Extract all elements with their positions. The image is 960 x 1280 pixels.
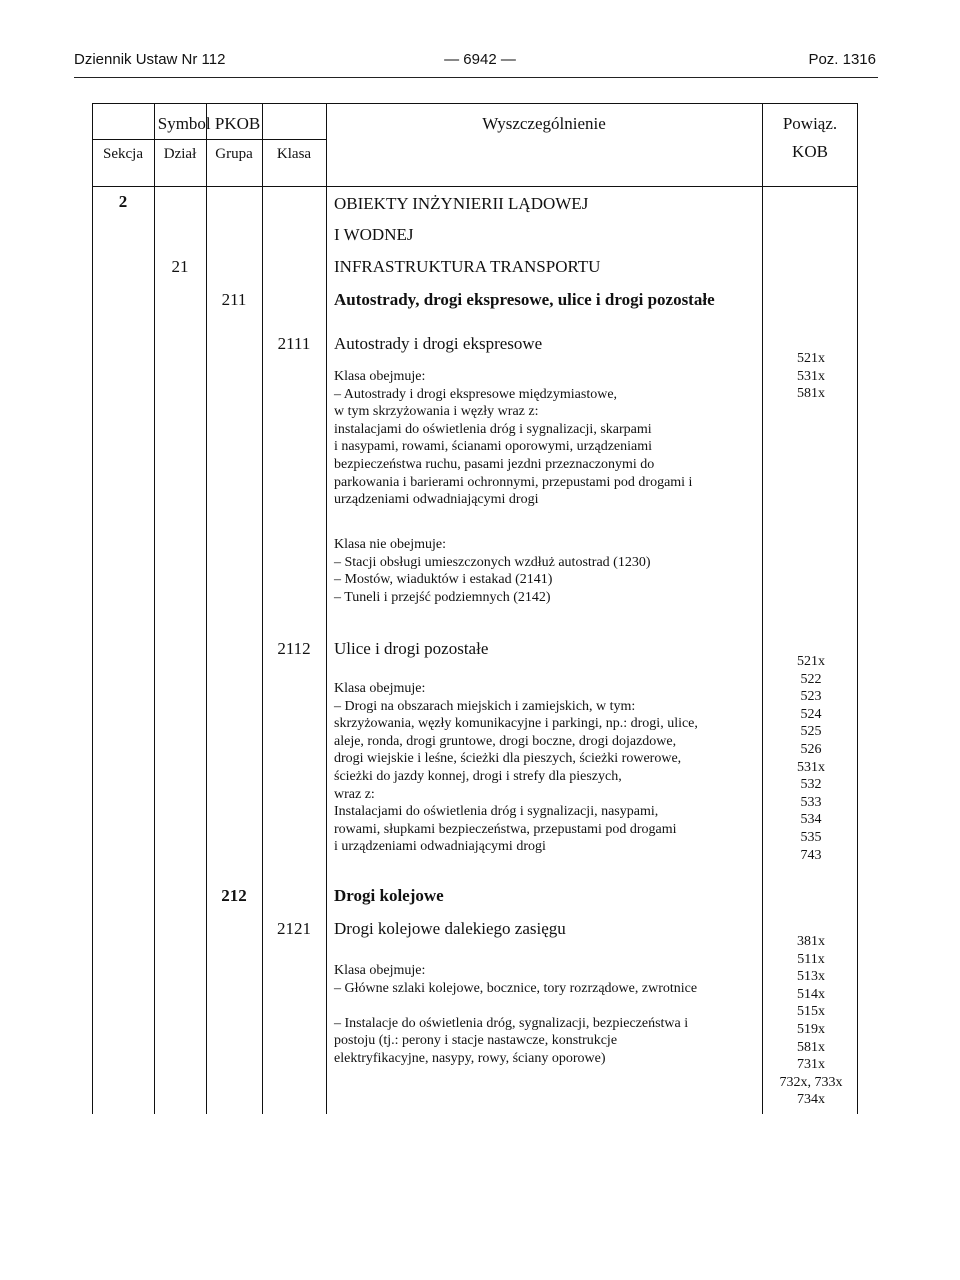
kob-code: 521x	[797, 351, 825, 366]
class-2111-code: 2111	[277, 334, 311, 353]
text-line: rowami, słupkami bezpieczeństwa, przepustami pod drogami	[334, 821, 677, 837]
kob-code: 731x	[797, 1057, 825, 1073]
header-symbol-pkob: Symbol PKOB	[157, 114, 261, 133]
text-line: drogi wiejskie i leśne, ścieżki dla pieszych, ścieżki rowerowe,	[334, 751, 682, 767]
class-2111-includes	[334, 368, 692, 509]
kob-code: 524	[800, 706, 822, 722]
text-line: parkowania i barierami ochronnymi, przepustami pod drogami i	[334, 474, 693, 490]
dzial-code: 21	[171, 257, 189, 276]
col-rule-sekcja	[154, 103, 155, 1114]
header-kob: KOB	[792, 142, 828, 161]
text-line: wraz z:	[334, 786, 375, 802]
text-line: Klasa nie obejmuje:	[334, 537, 446, 552]
text-line: elektryfikacyjne, nasypy, rowy, ściany oporowe)	[334, 1050, 606, 1066]
text-line: postoju (tj.: perony i stacje nastawcze, konstrukcje	[334, 1033, 618, 1049]
header-rule	[74, 77, 878, 78]
col-rule-klasa	[326, 103, 327, 1114]
class-2111-excludes	[334, 536, 650, 606]
text-line: – Autostrady i drogi ekspresowe międzymiastowe,	[334, 386, 618, 402]
kob-code: 743	[800, 847, 822, 863]
header-bottom-rule	[92, 186, 858, 187]
class-2121-kob-list	[762, 935, 860, 1111]
text-line	[334, 997, 697, 1015]
text-line: urządzeniami odwadniającymi drogi	[334, 492, 539, 508]
text-line: ścieżki do jazdy konnej, drogi i strefy dla pieszych,	[334, 768, 622, 784]
kob-code: 531x	[797, 759, 825, 775]
class-2111-title: Autostrady i drogi ekspresowe	[334, 334, 543, 353]
class-2111-kob-list	[762, 352, 860, 405]
kob-code: 515x	[797, 1004, 825, 1020]
text-line: – Drogi na obszarach miejskich i zamiejskich, w tym:	[334, 698, 636, 714]
text-line: skrzyżowania, węzły komunikacyjne i parkingi, np.: drogi, ulice,	[334, 716, 698, 732]
header-position: Poz. 1316	[808, 51, 876, 68]
col-rule-dzial	[206, 103, 207, 1114]
kob-code: 522	[800, 671, 822, 687]
text-line: bezpieczeństwa ruchu, pasami jezdni przeznaczonymi do	[334, 456, 655, 472]
kob-code: 581x	[797, 386, 825, 402]
kob-code: 732x, 733x	[779, 1074, 843, 1090]
sekcja-title-line2: I WODNEJ	[334, 225, 414, 244]
header-subrule	[92, 139, 326, 140]
kob-code: 534	[800, 812, 822, 828]
text-line: – Tuneli i przejść podziemnych (2142)	[334, 589, 551, 605]
grupa-212-code: 212	[221, 886, 247, 905]
text-line: Klasa obejmuje:	[334, 369, 426, 384]
text-line: i urządzeniami odwadniającymi drogi	[334, 839, 546, 855]
dzial-title: INFRASTRUKTURA TRANSPORTU	[334, 257, 601, 276]
class-2112-code: 2112	[277, 639, 311, 658]
kob-code: 523	[800, 689, 822, 705]
header-powiaz: Powiąz.	[782, 114, 838, 133]
col-rule-grupa	[262, 103, 263, 1114]
kob-code: 514x	[797, 986, 825, 1002]
class-2112-kob-list	[762, 655, 860, 866]
text-line: – Stacji obsługi umieszczonych wzdłuż autostrad (1230)	[334, 554, 651, 570]
class-2121-code: 2121	[277, 919, 311, 938]
kob-code: 519x	[797, 1021, 825, 1037]
grupa-211-code: 211	[221, 290, 247, 309]
kob-code: 581x	[797, 1039, 825, 1055]
text-line: Klasa obejmuje:	[334, 681, 426, 696]
text-line: Instalacjami do oświetlenia dróg i sygnalizacji, nasypami,	[334, 804, 659, 820]
class-2121-title: Drogi kolejowe dalekiego zasięgu	[334, 919, 566, 938]
header-sekcja: Sekcja	[103, 146, 143, 162]
text-line: – Główne szlaki kolejowe, bocznice, tory rozrządowe, zwrotnice	[334, 980, 698, 996]
header-page-number: — 6942 —	[444, 51, 516, 68]
grupa-212-title: Drogi kolejowe	[334, 886, 444, 905]
sekcja-code: 2	[118, 192, 128, 211]
kob-code: 513x	[797, 969, 825, 985]
class-2121-includes	[334, 962, 697, 1068]
header-grupa: Grupa	[215, 146, 253, 162]
kob-code: 511x	[797, 951, 825, 967]
kob-code: 734x	[797, 1092, 825, 1108]
kob-code: 533	[800, 794, 822, 810]
grupa-211-title: Autostrady, drogi ekspresowe, ulice i drogi pozostałe	[334, 290, 715, 309]
text-line: aleje, ronda, drogi gruntowe, drogi boczne, drogi dojazdowe,	[334, 733, 677, 749]
header-journal: Dziennik Ustaw Nr 112	[74, 51, 226, 68]
kob-code: 535	[800, 829, 822, 845]
text-line: – Instalacje do oświetlenia dróg, sygnalizacji, bezpieczeństwa i	[334, 1015, 689, 1031]
kob-code: 532	[800, 777, 822, 793]
class-2112-title: Ulice i drogi pozostałe	[334, 639, 489, 658]
header-wyszczegolnienie: Wyszczególnienie	[482, 114, 606, 133]
text-line: w tym skrzyżowania i węzły wraz z:	[334, 404, 539, 420]
kob-code: 381x	[797, 934, 825, 949]
kob-code: 531x	[797, 368, 825, 384]
text-line: Klasa obejmuje:	[334, 963, 426, 978]
kob-code: 521x	[797, 654, 825, 669]
kob-code: 525	[800, 724, 822, 740]
text-line: – Mostów, wiaduktów i estakad (2141)	[334, 572, 553, 588]
class-2112-includes	[334, 680, 698, 856]
header-klasa: Klasa	[276, 146, 312, 162]
text-line: i nasypami, rowami, ścianami oporowymi, urządzeniami	[334, 439, 653, 455]
kob-code: 526	[800, 741, 822, 757]
sekcja-title-line1: OBIEKTY INŻYNIERII LĄDOWEJ	[334, 194, 589, 213]
header-dzial: Dział	[163, 146, 197, 162]
text-line: instalacjami do oświetlenia dróg i sygnalizacji, skarpami	[334, 421, 652, 437]
